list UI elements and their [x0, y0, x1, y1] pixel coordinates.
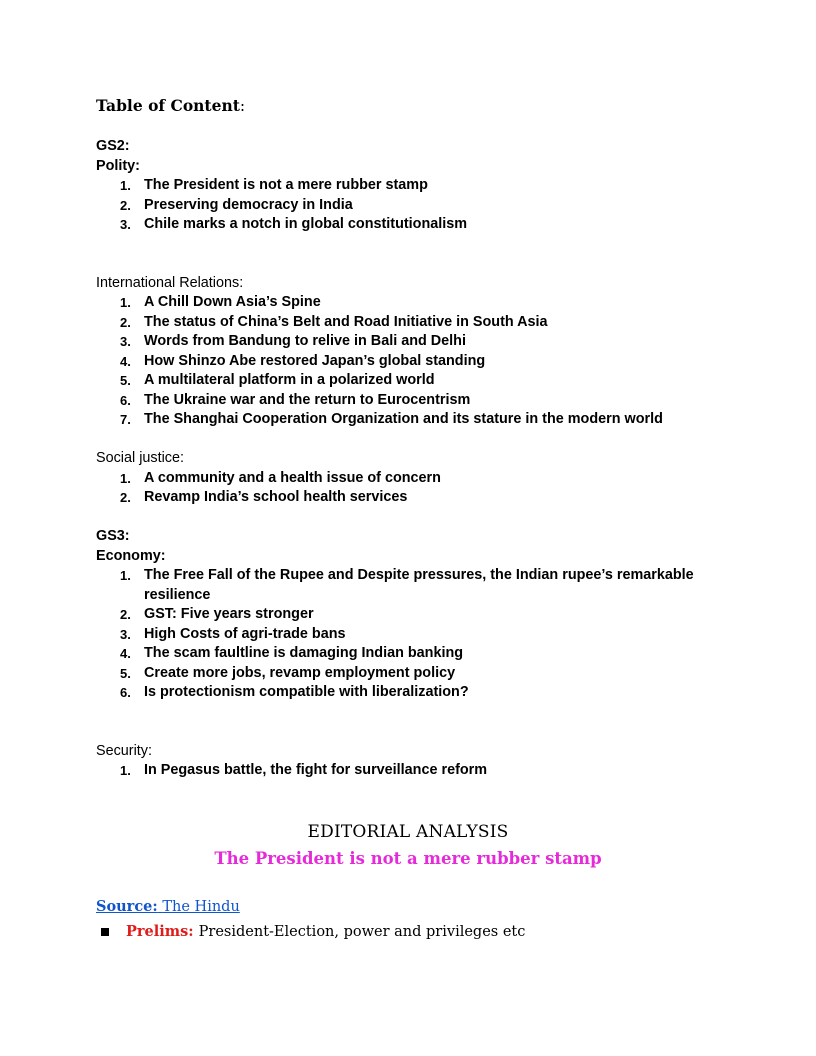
list-number: 1.: [120, 178, 131, 193]
list-item: [96, 566, 736, 605]
list-item: [96, 215, 736, 235]
social-justice-list: [96, 469, 736, 508]
list-item: [96, 625, 736, 645]
category-economy: Economy:: [96, 547, 166, 564]
article-title: The President is not a mere rubber stamp: [214, 849, 602, 868]
list-item-text: Chile marks a notch in global constitutionalism: [144, 216, 468, 232]
list-item: [96, 313, 736, 333]
list-number: 5.: [120, 665, 131, 681]
list-number: 4.: [120, 646, 131, 661]
list-item: [96, 176, 736, 196]
list-number: 2.: [120, 607, 131, 622]
square-bullet-icon: [101, 928, 109, 936]
list-number: 5.: [120, 373, 131, 388]
toc-title: [96, 96, 245, 115]
list-number: 4.: [120, 353, 131, 369]
economy-list: [96, 566, 736, 703]
list-number: 2.: [120, 314, 131, 330]
editorial-heading: EDITORIAL ANALYSIS: [307, 822, 509, 842]
polity-list: [96, 176, 736, 235]
list-item: [96, 469, 736, 489]
list-item-text: High Costs of agri-trade bans: [144, 625, 346, 642]
list-item: [96, 644, 736, 664]
list-item: [96, 410, 736, 430]
list-number: 6.: [120, 685, 131, 700]
list-item-text: The scam faultline is damaging Indian banking: [144, 645, 464, 661]
list-item-text: Is protectionism compatible with liberalization?: [144, 684, 469, 700]
list-item-text: Revamp India’s school health services: [144, 489, 408, 505]
list-number: 7.: [120, 412, 131, 427]
list-item-text: The Ukraine war and the return to Eurocentrism: [144, 391, 471, 408]
list-number: 1.: [120, 568, 131, 583]
list-number: 2.: [120, 197, 131, 213]
list-number: 3.: [120, 217, 131, 232]
list-item: [96, 683, 736, 703]
section-gs2: GS2:: [96, 138, 130, 154]
list-item-text: A multilateral platform in a polarized world: [144, 372, 435, 388]
table-of-contents: [96, 137, 736, 781]
list-item: [96, 293, 736, 313]
source-link[interactable]: [96, 898, 240, 915]
list-item: [96, 391, 736, 411]
list-item: [96, 488, 736, 508]
prelims-bullet-item: [101, 922, 525, 942]
list-number: 3.: [120, 626, 131, 642]
list-item-text: The President is not a mere rubber stamp: [144, 177, 428, 193]
list-item-text: The Shanghai Cooperation Organization and its stature in the modern world: [144, 411, 663, 427]
list-number: 1.: [120, 470, 131, 486]
prelims-label: Prelims:: [126, 923, 194, 940]
list-number: 1.: [120, 295, 131, 310]
list-item: [96, 605, 736, 625]
list-item: [96, 664, 736, 684]
list-item-text: GST: Five years stronger: [144, 606, 314, 622]
list-number: 6.: [120, 392, 131, 408]
list-item-text: Preserving democracy in India: [144, 196, 353, 213]
list-number: 2.: [120, 490, 131, 505]
source-label: Source:: [96, 898, 158, 915]
ir-list: [96, 293, 736, 430]
list-item-text: Words from Bandung to relive in Bali and Delhi: [144, 333, 466, 349]
toc-title-text: Table of Content: [96, 96, 240, 115]
list-item: [96, 196, 736, 216]
security-list: [96, 761, 736, 781]
list-item: [96, 332, 736, 352]
source-value: The Hindu: [162, 899, 240, 915]
toc-title-colon: :: [239, 97, 246, 115]
list-item-text: A Chill Down Asia’s Spine: [144, 294, 321, 310]
list-item-text: A community and a health issue of concern: [144, 469, 441, 486]
prelims-value: President-Election, power and privileges etc: [198, 924, 526, 940]
list-item: [96, 761, 736, 781]
list-number: 3.: [120, 334, 131, 349]
list-item-text: How Shinzo Abe restored Japan’s global standing: [144, 352, 486, 369]
list-item: [96, 352, 736, 372]
list-item-text: The status of China’s Belt and Road Initiative in South Asia: [144, 313, 548, 330]
list-item-text: Create more jobs, revamp employment policy: [144, 664, 456, 681]
list-item-text: The Free Fall of the Rupee and Despite pressures, the Indian rupee’s remarkable resilience: [144, 567, 694, 603]
list-item-text: In Pegasus battle, the fight for surveillance reform: [144, 762, 488, 778]
category-international-relations: International Relations:: [96, 274, 244, 291]
list-number: 1.: [120, 763, 131, 778]
category-social-justice: Social justice:: [96, 450, 184, 466]
section-gs3: GS3:: [96, 528, 130, 544]
category-polity: Polity:: [96, 157, 140, 174]
category-security: Security:: [96, 742, 152, 759]
list-item: [96, 371, 736, 391]
